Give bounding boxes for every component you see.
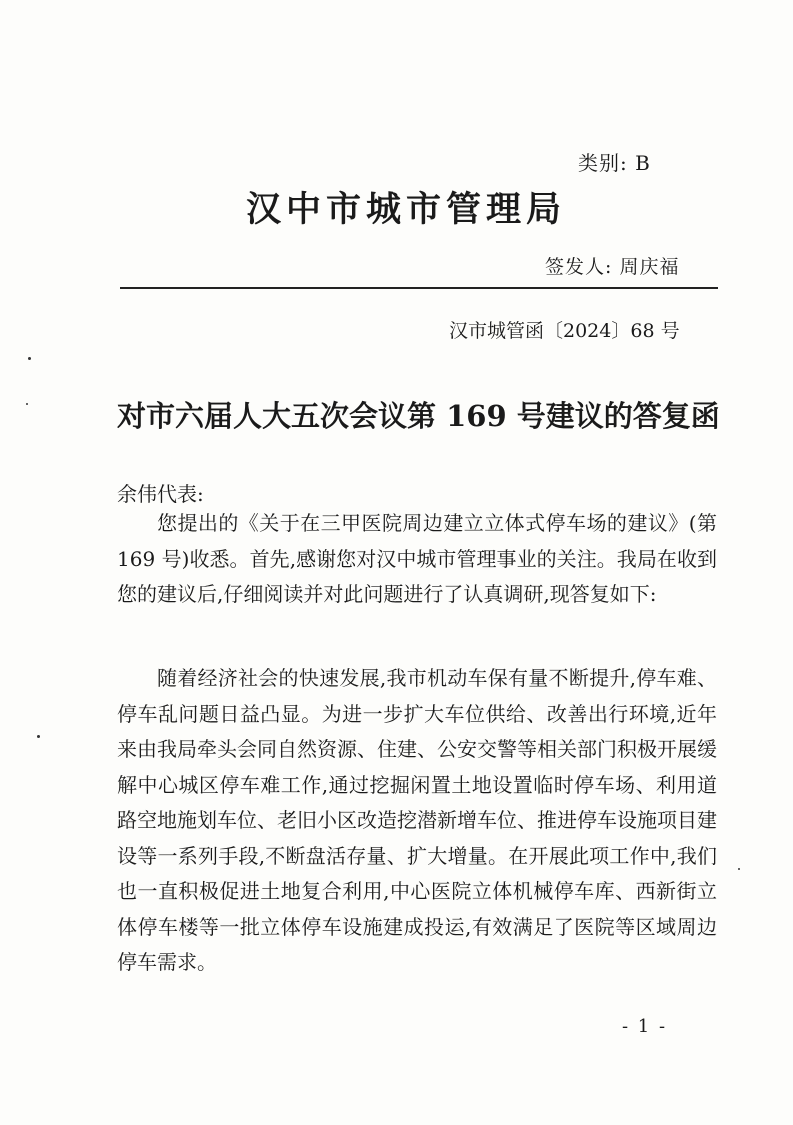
salutation: 余伟代表: (117, 482, 204, 506)
document-title: 对市六届人大五次会议第 169 号建议的答复函 (117, 399, 720, 433)
signer-label: 签发人: 周庆福 (545, 256, 680, 278)
scan-speck (37, 735, 40, 738)
scan-speck (28, 357, 31, 360)
organization-name: 汉中市城市管理局 (246, 189, 567, 230)
header-divider (120, 287, 718, 289)
page-number: - 1 - (622, 1016, 668, 1037)
category-label: 类别: B (578, 151, 651, 175)
scan-speck (26, 403, 28, 405)
document-number: 汉市城管函〔2024〕68 号 (449, 320, 680, 342)
body-paragraph-2: 随着经济社会的快速发展,我市机动车保有量不断提升,停车难、停车乱问题日益凸显。为进一步扩大车位供给、改善出行环境,近年来由我局牵头会同自然资源、住建、公安交警等相关部门积极开展缓解中心城区停车难工作,通过挖掘闲置土地设置临时停车场、利用道路空地施划车位、老旧小区改造挖潜新增车位、推进停车设施项目建设等一系列手段,不断盘活存量、扩大增量。在开展此项工作中,我们也一直积极促进土地复合利用,中心医院立体机械停车库、西新街立体停车楼等一批立体停车设施建成投运,有效满足了医院等区域周边停车需求。 (117, 666, 717, 974)
body-paragraph-1: 您提出的《关于在三甲医院周边建立立体式停车场的建议》(第 169 号)收悉。首先,感谢您对汉中城市管理事业的关注。我局在收到您的建议后,仔细阅读并对此问题进行了认真调研,现答复如下: (117, 511, 717, 606)
scan-speck (738, 868, 740, 870)
